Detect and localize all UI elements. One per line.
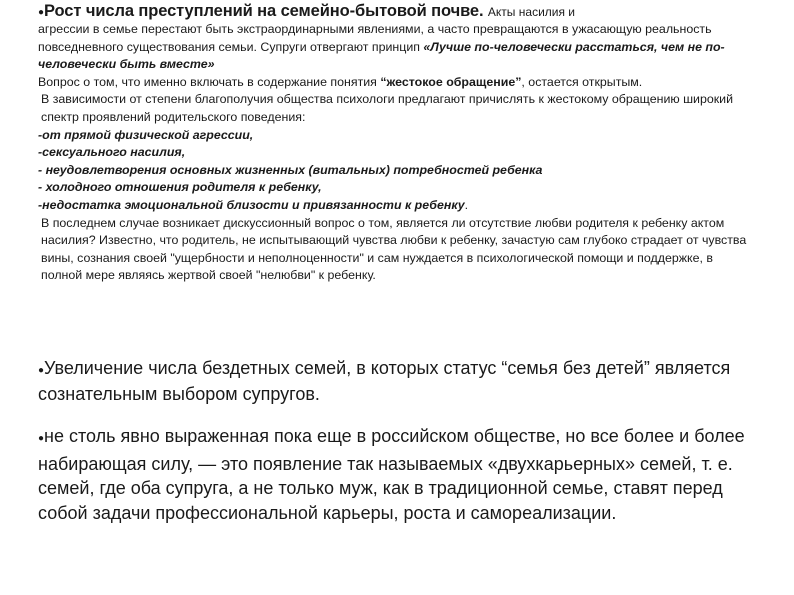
list-item: -от прямой физической агрессии, (38, 127, 254, 142)
para1-quote: «Лучше по-человечески расстаться, чем не по-человечески быть вместе» (38, 39, 725, 72)
section1-heading-tail: Акты насилия и (487, 5, 576, 19)
section1-body (38, 21, 754, 285)
list-item: -сексуального насилия, (38, 145, 186, 160)
bullet-icon: ● (38, 7, 45, 18)
list-end-period: . (464, 197, 469, 212)
section3 (38, 424, 754, 525)
section1-para3: В зависимости от степени благополучия общества психологи предлагают причислять к жестокому обращению широкий спектр проявлений родительского поведения: (41, 92, 734, 124)
list-item: - холодного отношения родителя к ребенку, (38, 180, 322, 195)
section2-text: Увеличение числа бездетных семей, в которых статус “семья без детей” является сознательным выбором супругов. (38, 358, 731, 404)
list-item: - неудовлетворения основных жизненных (витальных) потребностей ребенка (38, 162, 543, 177)
bullet-icon: ● (38, 433, 45, 444)
para2-term: “жестокое обращение” (380, 74, 522, 89)
section3-text: не столь явно выраженная пока еще в российском обществе, но все более и более набирающая силу, — это появление так называемых «двухкарьерных» семей, т. е. семей, где оба супруга, а не только муж, как в традиционной семье, ставят перед собой задачи профессиональной карьеры, роста и самореализации. (38, 426, 745, 523)
list-item-last (38, 197, 754, 215)
section1-para2 (38, 74, 754, 92)
section2 (38, 357, 754, 406)
para1-text: агрессии в семье перестают быть экстраординарными явлениями, а часто превращаются в ужасающую реальность повседневного существования семьи. Супруги отвергают принцип (38, 22, 712, 54)
bullet-icon: ● (38, 365, 45, 376)
section1-para1 (38, 21, 754, 74)
section1-heading-line (38, 2, 754, 21)
para2-text-a: Вопрос о том, что именно включать в содержание понятия (38, 74, 381, 89)
section1-heading: Рост числа преступлений на семейно-бытовой почве. (44, 2, 484, 20)
list-item-text: -недостатка эмоциональной близости и привязанности к ребенку (38, 197, 465, 212)
para2-text-b: , остается открытым. (521, 74, 643, 89)
section1-para4: В последнем случае возникает дискуссионный вопрос о том, является ли отсутствие любви родителя к ребенку актом насилия? Известно, что родитель, не испытывающий чувства любви к ребенку, зачастую сам глубоко страдает от чувства вины, сознания своей "ущербности и неполноценности" и сам нуждается в психологической помощи и поддержке, в полной мере являясь жертвой своей "нелюбви" к ребенку. (41, 215, 747, 283)
